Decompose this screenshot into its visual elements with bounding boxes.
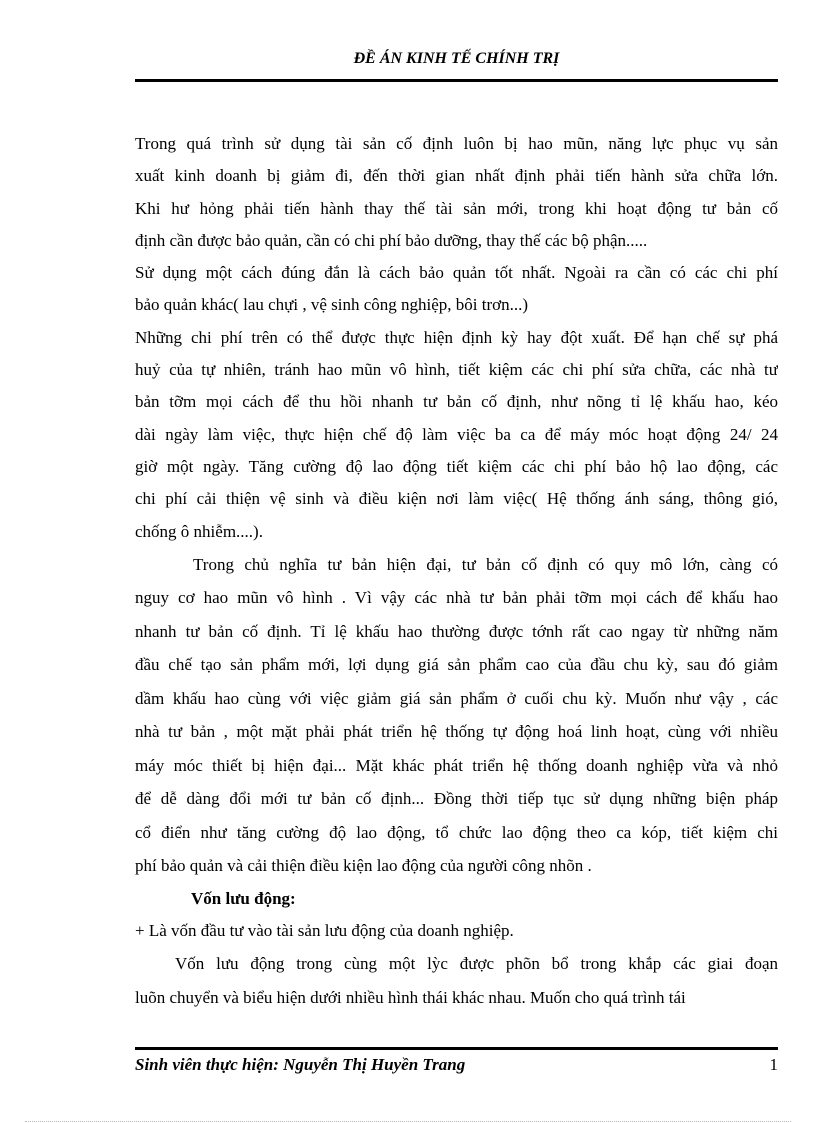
page-edge <box>25 1121 791 1122</box>
body-line: Trong quá trình sử dụng tài sản cố định luôn bị hao mũn, năng lực phục vụ sản <box>135 134 778 153</box>
section-heading: Vốn lưu động: <box>191 888 296 908</box>
body-line: huỷ của tự nhiên, tránh hao mũn vô hình, tiết kiệm các chi phí sửa chữa, các nhà tư <box>135 360 778 380</box>
body-line: Sử dụng một cách đúng đắn là cách bảo quản tốt nhất. Ngoài ra cần có các chi phí <box>135 263 778 283</box>
body-line: nhà tư bản , một mặt phải phát triển hệ thống tự động hoá linh hoạt, cùng với nhiều <box>135 722 778 742</box>
body-line: dầm khấu hao cùng với việc giảm giá sản phẩm ở cuối chu kỳ. Muốn như vậy , các <box>135 688 778 708</box>
body-line: bảo quản khác( lau chựi , vệ sinh công nghiệp, bôi trơn...) <box>135 295 529 315</box>
footer-author: Sinh viên thực hiện: Nguyễn Thị Huyền Trang <box>135 1055 466 1074</box>
page-header-title: ĐỀ ÁN KINH TẾ CHÍNH TRỊ <box>353 50 560 67</box>
body-line: xuất kinh doanh bị giảm đi, đến thời gian nhất định phải tiến hành sửa chữa lớn. <box>135 166 778 186</box>
body-line: cổ điển như tăng cường độ lao động, tổ chức lao động theo ca kóp, tiết kiệm chi <box>135 822 778 842</box>
body-line: Khi hư hỏng phải tiến hành thay thế tài sản mới, trong khi hoạt động tư bản cố <box>135 198 778 218</box>
body-line: đầu chế tạo sản phẩm mới, lợi dụng giá sản phẩm cao của đầu chu kỳ, sau đó giảm <box>135 655 778 675</box>
body-line: phí bảo quản và cải thiện điều kiện lao động của người công nhõn . <box>135 856 592 876</box>
header-rule <box>135 79 778 82</box>
page-number: 1 <box>769 1055 778 1074</box>
body-line: dài ngày làm việc, thực hiện chế độ làm việc ba ca để máy móc hoạt động 24/ 24 <box>135 424 778 444</box>
body-line: để dễ dàng đổi mới tư bản cố định... Đồng thời tiếp tục sử dụng những biện pháp <box>135 789 778 809</box>
body-line: bản tỡm mọi cách để thu hồi nhanh tư bản cố định, như nõng tỉ lệ khấu hao, kéo <box>135 392 778 412</box>
body-line: luõn chuyển và biểu hiện dưới nhiều hình thái khác nhau. Muốn cho quá trình tái <box>135 987 686 1007</box>
body-line: + Là vốn đầu tư vào tài sản lưu động của doanh nghiệp. <box>135 921 514 941</box>
body-line: chống ô nhiễm....). <box>135 521 263 541</box>
body-line: nguy cơ hao mũn vô hình . Vì vậy các nhà tư bản phải tỡm mọi cách để khấu hao <box>135 588 778 608</box>
body-line: Những chi phí trên có thể được thực hiện định kỳ hay đột xuất. Để hạn chế sự phá <box>135 327 778 347</box>
body-line: Trong chủ nghĩa tư bản hiện đại, tư bản cố định có quy mô lớn, càng có <box>193 554 778 574</box>
body-line: giờ một ngày. Tăng cường độ lao động tiết kiệm các chi phí bảo hộ lao động, các <box>135 456 778 476</box>
body-line: máy móc thiết bị hiện đại... Mặt khác phát triển hệ thống doanh nghiệp vừa và nhỏ <box>135 755 778 775</box>
document-body <box>135 128 778 1014</box>
body-line: Vốn lưu động trong cùng một lỳc được phõn bổ trong khắp các giai đoạn <box>175 954 778 974</box>
body-line: nhanh tư bản cố định. Tỉ lệ khấu hao thường được tớnh rất cao ngay từ những năm <box>135 621 778 641</box>
footer-rule <box>135 1047 778 1050</box>
body-line: chi phí cải thiện vệ sinh và điều kiện nơi làm việc( Hệ thống ánh sáng, thông gió, <box>135 489 778 509</box>
body-line: định cần được bảo quản, cần có chi phí bảo dưỡng, thay thế các bộ phận..... <box>135 230 648 250</box>
